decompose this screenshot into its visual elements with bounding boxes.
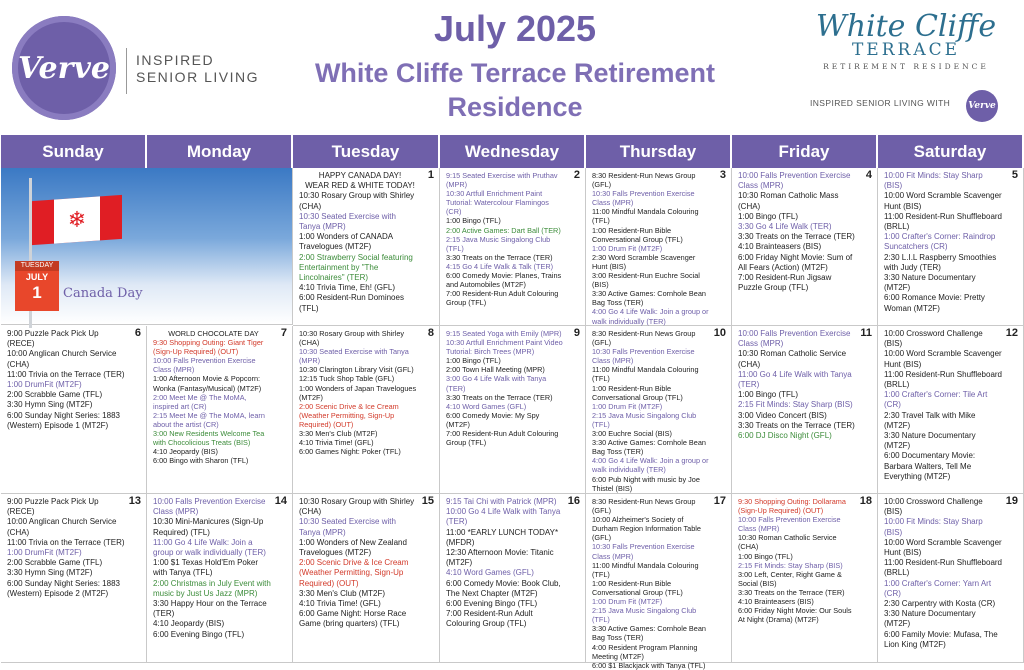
event-item: 1:00 Bingo (TFL) [738, 390, 799, 400]
event-item: 10:30 Roman Catholic Service (CHA) [738, 533, 837, 552]
event-item: 3:30 Hymn Sing (MT2F) [7, 568, 93, 578]
event-item: 10:30 Seated Exercise with Tanya (MPR) [299, 211, 396, 232]
event-item: 4:10 Word Games (GFL) [446, 401, 527, 411]
event-item: 1:00 Bingo (TFL) [446, 356, 501, 366]
event-item: 3:30 Nature Documentary (MT2F) [884, 609, 976, 629]
day-cell-2 [440, 168, 586, 326]
day-cell-12 [878, 326, 1024, 494]
residence-tagline: INSPIRED SENIOR LIVING WITH [810, 98, 951, 108]
event-item: 11:00 Mindful Mandala Colouring (TFL) [592, 365, 699, 384]
event-item: WORLD CHOCOLATE DAY [168, 329, 259, 338]
event-item: 2:15 Java Music Singalong Club (TFL) [592, 410, 697, 429]
event-item: 10:00 Falls Prevention Exercise Class (MPR) [738, 171, 851, 191]
event-item: 10:30 Roman Catholic Service (CHA) [738, 349, 847, 369]
event-item: 10:00 Fit Minds: Stay Sharp (BIS) [884, 517, 983, 537]
event-item: 12:15 Tuck Shop Table (GFL) [299, 374, 395, 384]
day-number: 11 [860, 327, 872, 339]
event-item: 11:00 Trivia on the Terrace (TER) [7, 369, 125, 379]
badge-month: JULY [25, 272, 49, 282]
day-number: 18 [859, 495, 872, 507]
canada-day-caption: Canada Day [63, 286, 143, 301]
event-item: 6:00 $1 Blackjack with Tanya (TFL) [592, 660, 706, 670]
event-item: 11:00 Trivia on the Terrace (TER) [7, 537, 125, 547]
event-item: 7:00 Resident-Run Adult Colouring Group (TFL) [446, 289, 559, 308]
day-number: 5 [1011, 169, 1018, 181]
event-item: 10:00 Anglican Church Service (CHA) [7, 517, 117, 537]
day-number: 7 [280, 327, 287, 339]
event-item: 2:00 Scenic Drive & Ice Cream (Weather Permitting, Sign-Up Required) (OUT) [299, 401, 399, 429]
calendar-header [0, 0, 1024, 133]
event-item: 11:00 Mindful Mandala Colouring (TFL) [592, 207, 699, 226]
event-item: 1:00 Drum Fit (MT2F) [592, 243, 663, 253]
month-title: July 2025 [433, 8, 597, 49]
event-item: 3:30 Hymn Sing (MT2F) [7, 400, 93, 410]
event-item: 6:00 Comedy Movie: Planes, Trains and Automobiles (MT2F) [446, 271, 562, 290]
event-item: 10:00 Go 4 Life Walk with Tanya (TER) [446, 507, 561, 527]
event-item: 10:30 Artfull Enrichment Paint Video Tutorial: Birch Trees (MPR) [446, 338, 563, 357]
event-item: 6:00 Evening Bingo (TFL) [153, 629, 245, 639]
day-cell-11 [732, 326, 878, 494]
day-number: 1 [427, 169, 434, 181]
event-item: 2:30 L.I.L Raspberry Smoothies with Judy (TER) [884, 252, 997, 272]
event-item: 9:00 Puzzle Pack Pick Up (RECE) [7, 329, 99, 349]
day-cell-10 [586, 326, 732, 494]
event-item: 9:15 Tai Chi with Patrick (MPR) [446, 497, 557, 506]
event-item: 2:15 Java Music Singalong Club (TFL) [592, 606, 697, 625]
event-item: 10:00 Word Scramble Scavenger Hunt (BIS) [884, 349, 1002, 369]
event-item: 4:10 Trivia Time! (GFL) [299, 438, 374, 448]
event-item: 10:00 Fit Minds: Stay Sharp (BIS) [884, 171, 983, 191]
event-item: 3:00 New Residents Welcome Tea with Chocolicious Treats (BIS) [153, 429, 265, 448]
event-item: 10:30 Seated Exercise with Tanya (MPR) [299, 517, 396, 537]
day-cell-19 [878, 494, 1024, 663]
event-item: 4:15 Go 4 Life Walk & Talk (TER) [446, 261, 554, 271]
event-item: 9:30 Shopping Outing: Giant Tiger (Sign-Up Required) (OUT) [153, 338, 264, 357]
event-item: 12:30 Afternoon Movie: Titanic (MT2F) [446, 548, 554, 568]
canada-day-image [1, 168, 293, 325]
logo-divider [126, 48, 127, 94]
event-item: 3:30 Treats on the Terrace (TER) [446, 392, 553, 402]
day-cell-14 [147, 494, 293, 663]
day-header-tuesday: Tuesday [293, 135, 438, 168]
day-number: 8 [427, 327, 434, 339]
event-item: 6:00 Evening Bingo (TFL) [446, 599, 538, 609]
event-item: 1:00 Crafter's Corner: Raindrop Suncatchers (CR) [884, 232, 996, 252]
day-cell-1 [293, 168, 440, 326]
event-item: 6:00 Comedy Movie: My Spy (MT2F) [446, 410, 540, 429]
event-item: 4:00 Resident Program Planning Meeting (MT2F) [592, 642, 698, 661]
day-number: 10 [713, 327, 726, 339]
event-item: 2:00 Scrabble Game (TFL) [7, 558, 103, 568]
event-item: 2:00 Christmas in July Event with music by Just Us Jazz (MPR) [153, 578, 271, 598]
event-item: 3:30 Nature Documentary (MT2F) [884, 273, 976, 293]
event-item: 9:00 Puzzle Pack Pick Up (RECE) [7, 497, 99, 517]
date-badge [15, 261, 59, 311]
event-item: 10:30 Rosary Group with Shirley (CHA) [299, 329, 405, 348]
white-cliffe-logo: White Cliffe TERRACE RETIREMENT RESIDENCE [815, 9, 997, 71]
event-item: 3:30 Treats on the Terrace (TER) [446, 252, 553, 262]
event-item: 2:15 Fit Minds: Stay Sharp (BIS) [738, 400, 853, 410]
event-item: 10:30 Rosary Group with Shirley (CHA) [299, 497, 415, 517]
day-cell-17 [586, 494, 732, 670]
event-item: 10:00 Falls Prevention Exercise Class (MPR) [153, 356, 256, 375]
event-item: 4:10 Word Games (GFL) [446, 568, 534, 578]
event-item: 11:00 Resident-Run Shuffleboard (BRLL) [884, 558, 1003, 578]
event-item: 1:00 DrumFit (MT2F) [7, 548, 82, 558]
day-number: 9 [573, 327, 580, 339]
event-item: 1:00 $1 Texas Hold'Em Poker with Tanya (TFL) [153, 558, 258, 578]
event-item: 6:00 Family Movie: Mufasa, The Lion King (MT2F) [884, 629, 998, 649]
event-item: WEAR RED & WHITE TODAY! [305, 181, 415, 191]
day-header-saturday: Saturday [878, 135, 1022, 168]
event-item: 9:15 Seated Exercise with Pruthav (MPR) [446, 171, 558, 190]
event-item: 4:10 Jeopardy (BIS) [153, 447, 218, 457]
event-item: 3:30 Nature Documentary (MT2F) [884, 431, 976, 451]
event-item: 1:00 Bingo (TFL) [738, 551, 793, 561]
event-item: HAPPY CANADA DAY! [318, 171, 402, 180]
event-item: 1:00 Crafter's Corner: Yarn Art (CR) [884, 578, 992, 598]
event-item: 6:00 Documentary Movie: Barbara Walters, Tell Me Everything (MT2F) [884, 451, 976, 481]
day-cell-5 [878, 168, 1024, 326]
event-item: 7:00 Resident-Run Adult Colouring Group (TFL) [446, 609, 533, 629]
event-item: 7:00 Resident-Run Adult Colouring Group (TFL) [446, 429, 559, 448]
event-item: 2:15 Meet Me @ The MoMA, learn about the artist (CR) [153, 410, 265, 429]
event-item: 3:30 Treats on the Terrace (TER) [738, 420, 855, 430]
event-item: 2:00 Active Games: Dart Ball (TER) [446, 225, 561, 235]
day-header-monday: Monday [147, 135, 291, 168]
day-cell-4 [732, 168, 878, 326]
day-header-friday: Friday [732, 135, 876, 168]
event-item: 3:00 Resident-Run Euchre Social (BIS) [592, 271, 700, 290]
event-item: 1:00 Bingo (TFL) [446, 216, 501, 226]
event-item: 10:30 Falls Prevention Exercise Class (MPR) [592, 189, 695, 208]
day-cell-18 [732, 494, 878, 663]
day-cell-16 [440, 494, 586, 663]
event-item: 10:30 Rosary Group with Shirley (CHA) [299, 191, 415, 211]
event-item: 2:15 Java Music Singalong Club (TFL) [446, 234, 551, 253]
event-item: 2:15 Fit Minds: Stay Sharp (BIS) [738, 560, 843, 570]
event-item: 1:00 Wonders of New Zealand Travelogues (MT2F) [299, 537, 407, 558]
day-header-wednesday: Wednesday [440, 135, 584, 168]
event-item: 3:30 Active Games: Cornhole Bean Bag Toss (TER) [592, 438, 706, 457]
event-item: 6:00 Friday Night Movie: Sum of All Fears (Action) (MT2F) [738, 252, 853, 272]
event-item: 4:10 Trivia Time! (GFL) [299, 599, 381, 609]
residence-title: White Cliffe Terrace Retirement Residence [314, 58, 716, 122]
event-item: 10:00 Anglican Church Service (CHA) [7, 349, 117, 369]
verve-mini-logo: Verve [966, 90, 998, 122]
event-item: 10:30 Falls Prevention Exercise Class (MPR) [592, 542, 695, 561]
event-item: 10:00 Falls Prevention Exercise Class (MPR) [738, 329, 851, 349]
day-cell-15 [293, 494, 440, 663]
event-item: 1:00 Drum Fit (MT2F) [592, 401, 663, 411]
event-item: 10:30 Clarington Library Visit (GFL) [299, 365, 414, 375]
event-item: 4:10 Brainteasers (BIS) [738, 242, 822, 252]
event-item: 2:00 Strawberry Social featuring Entertainment by "The Lincolnaires" (TER) [299, 252, 413, 283]
event-item: 3:30 Go 4 Life Walk (TER) [738, 222, 832, 232]
event-item: 10:00 Falls Prevention Exercise Class (MPR) [738, 515, 841, 534]
day-cell-3 [586, 168, 732, 326]
day-number: 14 [274, 495, 287, 507]
event-item: 10:30 Falls Prevention Exercise Class (MPR) [592, 347, 695, 366]
event-item: 6:00 Games Night: Poker (TFL) [299, 447, 401, 457]
event-item: 1:00 DrumFit (MT2F) [7, 380, 82, 390]
event-item: 1:00 Resident-Run Bible Conversational Group (TFL) [592, 383, 683, 402]
event-item: 6:00 Sunday Night Series: 1883 (Western) Episode 2 (MT2F) [7, 578, 120, 598]
day-number: 17 [713, 495, 726, 507]
event-item: 11:00 Go 4 Life Walk: Join a group or walk individually (TER) [153, 537, 266, 558]
event-item: 6:00 Bingo with Sharon (TFL) [153, 456, 249, 466]
event-item: 3:00 Left, Center, Right Game & Social (BIS) [738, 569, 842, 588]
day-number: 19 [1005, 495, 1018, 507]
event-item: 2:30 Word Scramble Scavenger Hunt (BIS) [592, 252, 696, 271]
event-item: 4:00 Go 4 Life Walk: Join a group or walk individually (TER) [592, 456, 709, 475]
event-item: 4:10 Brainteasers (BIS) [738, 597, 814, 607]
event-item: 6:00 Friday Night Movie: Our Souls At Night (Drama) (MT2F) [738, 606, 852, 625]
event-item: 3:30 Men's Club (MT2F) [299, 429, 378, 439]
event-item: 10:00 Word Scramble Scavenger Hunt (BIS) [884, 537, 1002, 558]
event-item: 3:00 Euchre Social (BIS) [592, 429, 672, 439]
event-item: 9:15 Seated Yoga with Emily (MPR) [446, 329, 562, 338]
event-item: 4:10 Jeopardy (BIS) [153, 619, 225, 629]
canada-flag-icon: ❄ [32, 195, 122, 245]
day-cell-6 [1, 326, 147, 494]
event-item: 2:00 Town Hall Meeting (MPR) [446, 365, 545, 375]
event-item: 1:00 Wonders of Japan Travelogues (MT2F) [299, 383, 417, 402]
badge-day: 1 [32, 283, 42, 302]
verve-logo: Verve [12, 16, 116, 120]
event-item: 11:00 *EARLY LUNCH TODAY* (MFDR) [446, 527, 559, 547]
event-item: 6:00 Pub Night with music by Joe Thistel (BIS) [592, 474, 700, 493]
event-item: 10:00 Crossword Challenge (BIS) [884, 329, 983, 349]
day-number: 12 [1005, 327, 1018, 339]
event-item: 3:30 Treats on the Terrace (TER) [738, 587, 845, 597]
day-header-thursday: Thursday [586, 135, 730, 168]
day-number: 6 [134, 327, 141, 339]
event-item: 3:30 Treats on the Terrace (TER) [738, 232, 855, 242]
event-item: 10:30 Artfull Enrichment Paint Tutorial: Watercolour Flamingos (CR) [446, 189, 549, 217]
event-item: 7:00 Resident-Run Jigsaw Puzzle Group (TFL) [738, 273, 832, 293]
event-item: 6:00 Resident-Run Dominoes (TFL) [299, 293, 404, 313]
event-item: 1:00 Wonders of CANADA Travelogues (MT2F) [299, 232, 393, 252]
event-item: 1:00 Drum Fit (MT2F) [592, 597, 663, 607]
event-item: 2:30 Carpentry with Kosta (CR) [884, 599, 996, 609]
badge-weekday: TUESDAY [15, 261, 59, 271]
event-item: 10:00 Alzheimer's Society of Durham Region Information Table (GFL) [592, 515, 701, 543]
day-number: 2 [573, 169, 580, 181]
day-cell-7 [147, 326, 293, 494]
brand-tagline: INSPIRED SENIOR LIVING [136, 52, 259, 85]
day-number: 15 [421, 495, 434, 507]
event-item: 10:30 Roman Catholic Mass (CHA) [738, 191, 839, 211]
event-item: 10:00 Crossword Challenge (BIS) [884, 497, 983, 517]
event-item: 6:00 Comedy Movie: Book Club, The Next Chapter (MT2F) [446, 578, 561, 598]
event-item: 8:30 Resident-Run News Group (GFL) [592, 497, 696, 516]
event-item: 2:00 Scenic Drive & Ice Cream (Weather Permitting, Sign-Up Required) (OUT) [299, 558, 409, 588]
event-item: 10:00 Word Scramble Scavenger Hunt (BIS) [884, 191, 1002, 211]
event-item: 8:30 Resident-Run News Group (GFL) [592, 329, 696, 348]
event-item: 3:00 Video Concert (BIS) [738, 410, 827, 420]
event-item: 9:30 Shopping Outing: Dollarama (Sign-Up Required) (OUT) [738, 497, 846, 516]
event-item: 1:00 Bingo (TFL) [738, 211, 799, 221]
event-item: 3:30 Active Games: Cornhole Bean Bag Toss (TER) [592, 289, 706, 308]
event-item: 8:30 Resident-Run News Group (GFL) [592, 171, 696, 190]
event-item: 6:00 Game Night: Horse Race Game (bring quarters) (TFL) [299, 609, 407, 629]
event-item: 6:00 DJ Disco Night (GFL) [738, 431, 832, 441]
event-item: 1:00 Crafter's Corner: Tile Art (CR) [884, 390, 988, 410]
day-header-sunday: Sunday [1, 135, 145, 168]
event-item: 11:00 Go 4 Life Walk with Tanya (TER) [738, 369, 852, 390]
event-item: 3:00 Go 4 Life Walk with Tanya (TER) [446, 374, 547, 393]
day-cell-13 [1, 494, 147, 663]
event-item: 2:00 Scrabble Game (TFL) [7, 390, 103, 400]
event-item: 11:00 Resident-Run Shuffleboard (BRLL) [884, 369, 1003, 390]
event-item: 4:00 Go 4 Life Walk: Join a group or walk individually (TER) [592, 307, 709, 326]
event-item: 11:00 Resident-Run Shuffleboard (BRLL) [884, 211, 1003, 232]
day-number: 3 [719, 169, 726, 181]
event-item: 1:00 Afternoon Movie & Popcorn: Wonka (Fantasy/Musical) (MT2F) [153, 374, 262, 393]
event-item: 10:00 Falls Prevention Exercise Class (MPR) [153, 497, 266, 517]
event-item: 2:30 Travel Talk with Mike (MT2F) [884, 410, 976, 430]
event-item: 10:30 Mini-Manicures (Sign-Up Required) (TFL) [153, 517, 264, 537]
event-item: 2:00 Meet Me @ The MoMA, inspired art (CR) [153, 392, 247, 411]
event-item: 3:30 Men's Club (MT2F) [299, 588, 385, 598]
day-number: 16 [567, 495, 580, 507]
event-item: 6:00 Romance Movie: Pretty Woman (MT2F) [884, 293, 985, 313]
event-item: 1:00 Resident-Run Bible Conversational Group (TFL) [592, 578, 683, 597]
event-item: 11:00 Mindful Mandala Colouring (TFL) [592, 560, 699, 579]
event-item: 10:30 Seated Exercise with Tanya (MPR) [299, 347, 409, 366]
event-item: 4:10 Trivia Time, Eh! (GFL) [299, 283, 396, 293]
day-cell-9 [440, 326, 586, 494]
day-number: 4 [865, 169, 872, 181]
event-item: 3:30 Active Games: Cornhole Bean Bag Toss (TER) [592, 624, 706, 643]
event-item: 1:00 Resident-Run Bible Conversational Group (TFL) [592, 225, 683, 244]
day-cell-8 [293, 326, 440, 494]
event-item: 3:30 Happy Hour on the Terrace (TER) [153, 599, 267, 619]
day-number: 13 [128, 495, 141, 507]
event-item: 6:00 Sunday Night Series: 1883 (Western) Episode 1 (MT2F) [7, 410, 120, 430]
